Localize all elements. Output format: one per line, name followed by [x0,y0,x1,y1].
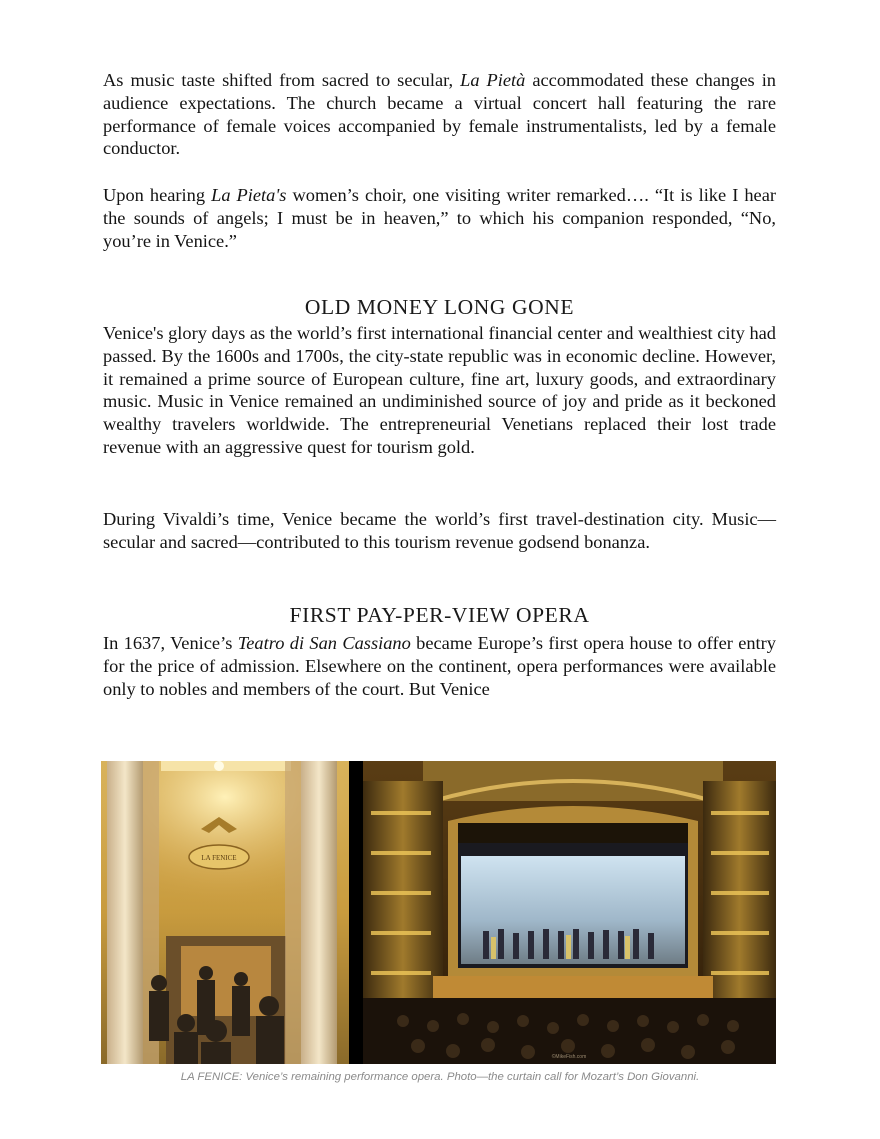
intro-paragraph-1: As music taste shifted from sacred to secular, La Pietà accommodated these changes in audience expectations. The church became a virtual concert hall featuring the rare performance of female voices accompanied by female instrumentalists, led by a female conductor. [103,70,777,159]
photo-la-fenice-entrance [101,761,349,1064]
photo-opera-house-interior [363,761,776,1064]
photo-caption: LA FENICE: Venice’s remaining performance opera. Photo—the curtain call for Mozart’s Don Giovanni. [180,1071,700,1083]
intro-text [103,69,776,160]
theater-illustration [363,761,776,1064]
photo-credit: ©MikeFish.com [551,1054,587,1060]
old-money-paragraph-1: Venice's glory days as the world’s first international financial center and wealthiest city had passed. By the 1600s and 1700s, the city-state republic was in economic decline. However, it remained a prime source of European culture, fine art, luxury goods, and extraordinary music. Music in Venice remained an undiminished source of joy and pride as it beckoned wealthy travelers worldwide. The entrepreneurial Venetians replaced their lost trade revenue with an aggressive quest for tourism gold. [103,323,776,457]
old-money-paragraph-2: During Vivaldi’s time, Venice became the world’s first travel-destination city. Music—secular and sacred—contributed to this tourism revenue godsend bonanza. [103,509,776,552]
old-money-text-2 [103,508,776,554]
la-fenice-sign: LA FENICE [201,854,237,862]
heading-old-money: OLD MONEY LONG GONE [304,295,575,319]
old-money-text [103,322,776,459]
heading-pay-per-view: FIRST PAY-PER-VIEW OPERA [289,603,590,627]
opera-paragraph: In 1637, Venice’s Teatro di San Cassiano became Europe’s first opera house to offer entry for the price of admission. Elsewhere on the continent, opera performances were available only to nobles and members of the court. But Venice [103,633,776,699]
opera-text [103,632,776,700]
intro-paragraph-2: Upon hearing La Pieta's women’s choir, one visiting writer remarked…. “It is like I hear the sounds of angels; I must be in heaven,” to which his companion responded, “No, you’re in Venice.” [103,185,777,251]
entrance-illustration [101,761,349,1064]
photo-strip [101,761,776,1064]
intro-text-2 [103,184,776,252]
